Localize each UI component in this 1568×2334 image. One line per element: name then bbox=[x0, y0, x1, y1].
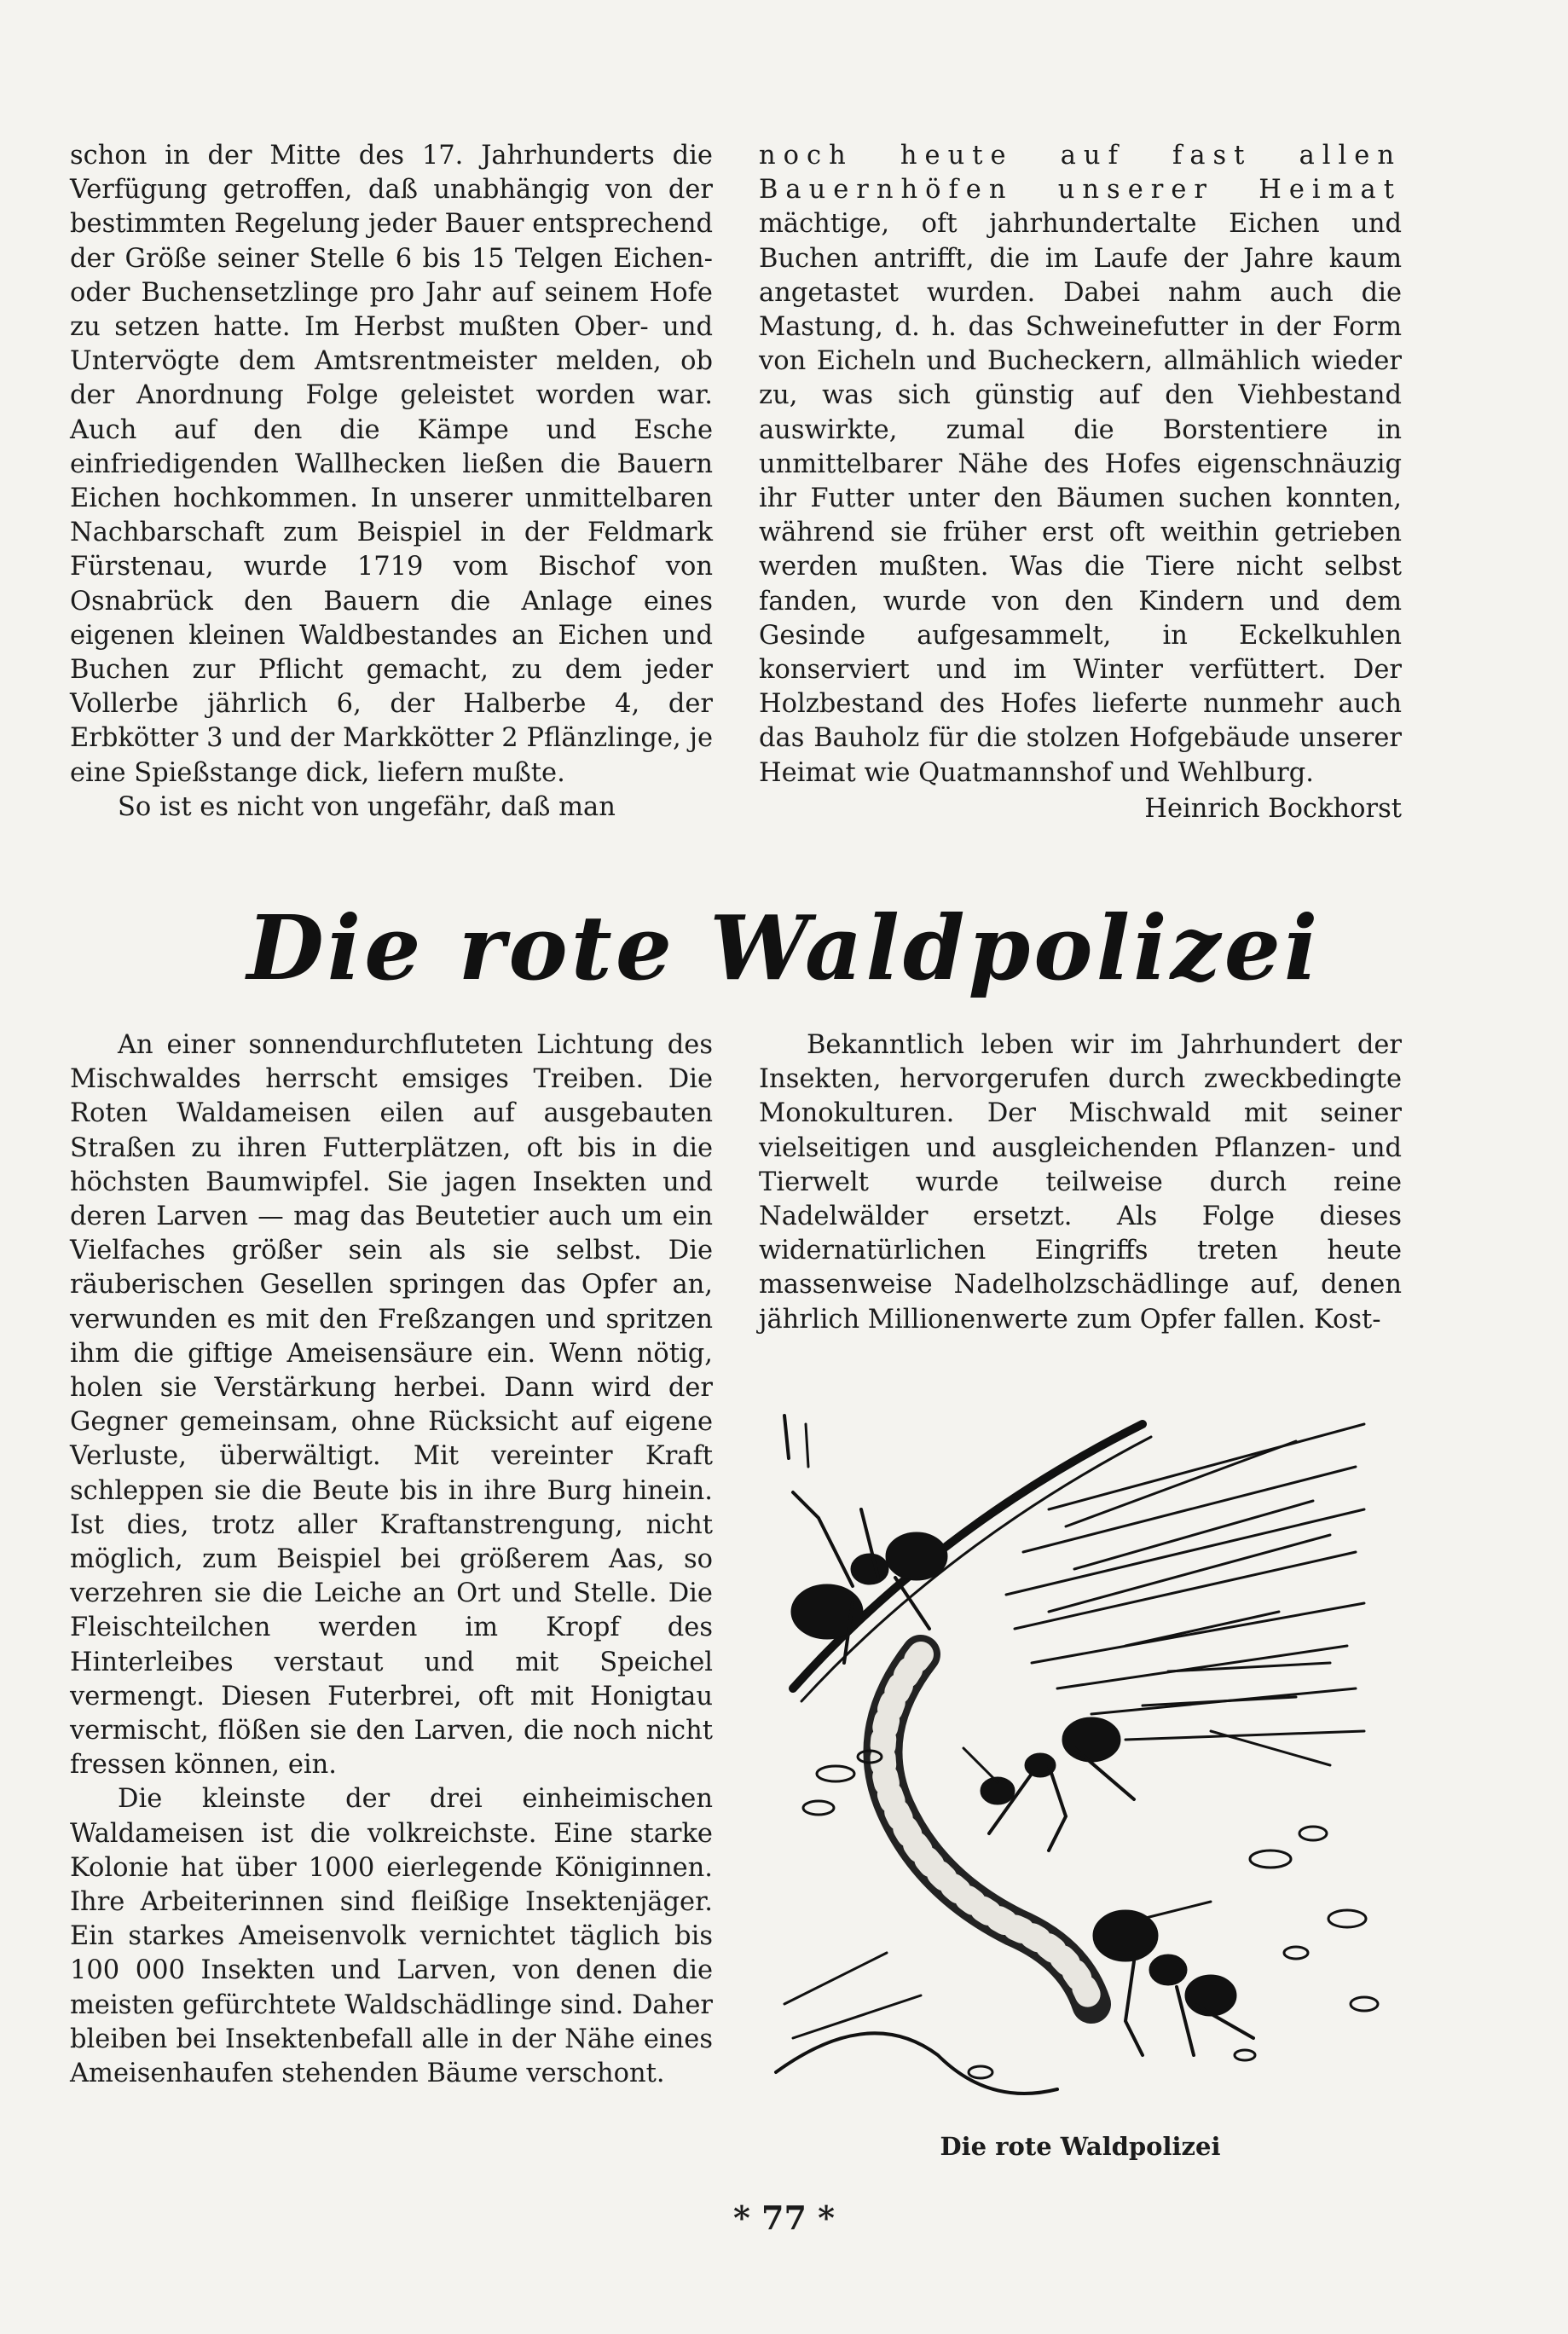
column-bottom-left bbox=[70, 1028, 713, 2091]
paragraph-text: mächtige, oft jahrhundertalte Eichen und Buchen antrifft, die im Laufe der Jahre kaum angetastet wurden. Dabei nahm auch die Mastung, d. h. das Schweinefutter in der Form von Eicheln und Bucheckern, allmählich wieder zu, was sich günstig auf den Viehbestand auswirkte, zumal die Borstentiere in unmittelbarer Nähe des Hofes eigenschnäuzig ihr Futter unter den Bäumen suchen konnten, während sie früher erst oft weithin getrieben werden mußten. Was die Tiere nicht selbst fanden, wurde von den Kindern und dem Gesinde aufgesammelt, in Eckelkuhlen konserviert und im Winter verfüttert. Der Holzbestand des Hofes lieferte nunmehr auch das Bauholz für die stolzen Hofgebäude unserer Heimat wie Quatmannshof und Wehlburg. bbox=[759, 209, 1402, 788]
column-top-right bbox=[759, 139, 1402, 826]
article-title: Die rote Waldpolizei bbox=[246, 895, 1322, 1000]
illustration-caption: Die rote Waldpolizei bbox=[940, 2132, 1221, 2161]
column-top-left bbox=[70, 139, 713, 825]
paragraph: schon in der Mitte des 17. Jahrhunderts die Verfügung getroffen, daß unabhängig von der bestimmten Regelung jeder Bauer entsprechend der Größe seiner Stelle 6 bis 15 Telgen Eichen- oder Buchensetzlinge pro Jahr auf seinem Hofe zu setzen hatte. Im Herbst mußten Ober- und Untervögte dem Amtsrentmeister melden, ob der Anordnung Folge geleistet worden war. Auch auf den die Kämpe und Esche einfriedigenden Wallhecken ließen die Bauern Eichen hochkommen. In unserer unmittelbaren Nachbarschaft zum Beispiel in der Feldmark Fürstenau, wurde 1719 vom Bischof von Osnabrück den Bauern die Anlage eines eigenen kleinen Waldbestandes an Eichen und Buchen zur Pflicht gemacht, zu dem jeder Vollerbe jährlich 6, der Halberbe 4, der Erbkötter 3 und der Markkötter 2 Pflänzlinge, je eine Spießstange dick, liefern mußte. bbox=[70, 141, 713, 788]
column-bottom-right bbox=[759, 1028, 1402, 1337]
paragraph bbox=[759, 139, 1402, 791]
paragraph: Bekanntlich leben wir im Jahrhundert der Insekten, hervorgerufen durch zweckbedingte Monokulturen. Der Mischwald mit seiner vielseitigen und ausgleichenden Pflanzen- und Tierwelt wurde teilweise durch reine Nadelwälder ersetzt. Als Folge dieses widernatürlichen Eingriffs treten heute massenweise Nadelholzschädlinge auf, denen jährlich Millionenwerte zum Opfer fallen. Kost- bbox=[759, 1030, 1402, 1335]
page-number: * 77 * bbox=[732, 2198, 836, 2237]
ant-illustration bbox=[767, 1407, 1398, 2149]
paragraph: So ist es nicht von ungefähr, daß man bbox=[118, 791, 616, 822]
author-signature: Heinrich Bockhorst bbox=[1144, 793, 1402, 824]
paragraph: Die kleinste der drei einheimischen Waldameisen ist die volkreichste. Eine starke Kolonie hat über 1000 eierlegende Königinnen. Ihre Arbeiterinnen sind fleißige Insektenjäger. Ein starkes Ameisenvolk vernichtet täglich bis 100 000 Insekten und Larven, von denen die meisten gefürchtete Waldschädlinge sind. Daher bleiben bei Insektenbefall alle in der Nähe eines Ameisenhaufen stehenden Bäume verschont. bbox=[70, 1784, 713, 2089]
spaced-text: noch heute auf fast allen Bauernhöfen unserer Heimat bbox=[759, 141, 1402, 206]
paragraph: An einer sonnendurchfluteten Lichtung des Mischwaldes herrscht emsiges Treiben. Die Roten Waldameisen eilen auf ausgebauten Straßen zu ihren Futterplätzen, oft bis in die höchsten Baumwipfel. Sie jagen Insekten und deren Larven — mag das Beutetier auch um ein Vielfaches größer sein als sie selbst. Die räuberischen Gesellen springen das Opfer an, verwunden es mit den Freßzangen und spritzen ihm die giftige Ameisensäure ein. Wenn nötig, holen sie Verstärkung herbei. Dann wird der Gegner gemeinsam, ohne Rücksicht auf eigene Verluste, überwältigt. Mit vereinter Kraft schleppen sie die Beute bis in ihre Burg hinein. Ist dies, trotz aller Kraftanstrengung, nicht möglich, zum Beispiel bei größerem Aas, so verzehren sie die Leiche an Ort und Stelle. Die Fleischteilchen werden im Kropf des Hinterleibes verstaut und mit Speichel vermengt. Diesen Futerbrei, oft mit Honigtau vermischt, flößen sie den Larven, die noch nicht fressen können, ein. bbox=[70, 1030, 713, 1781]
